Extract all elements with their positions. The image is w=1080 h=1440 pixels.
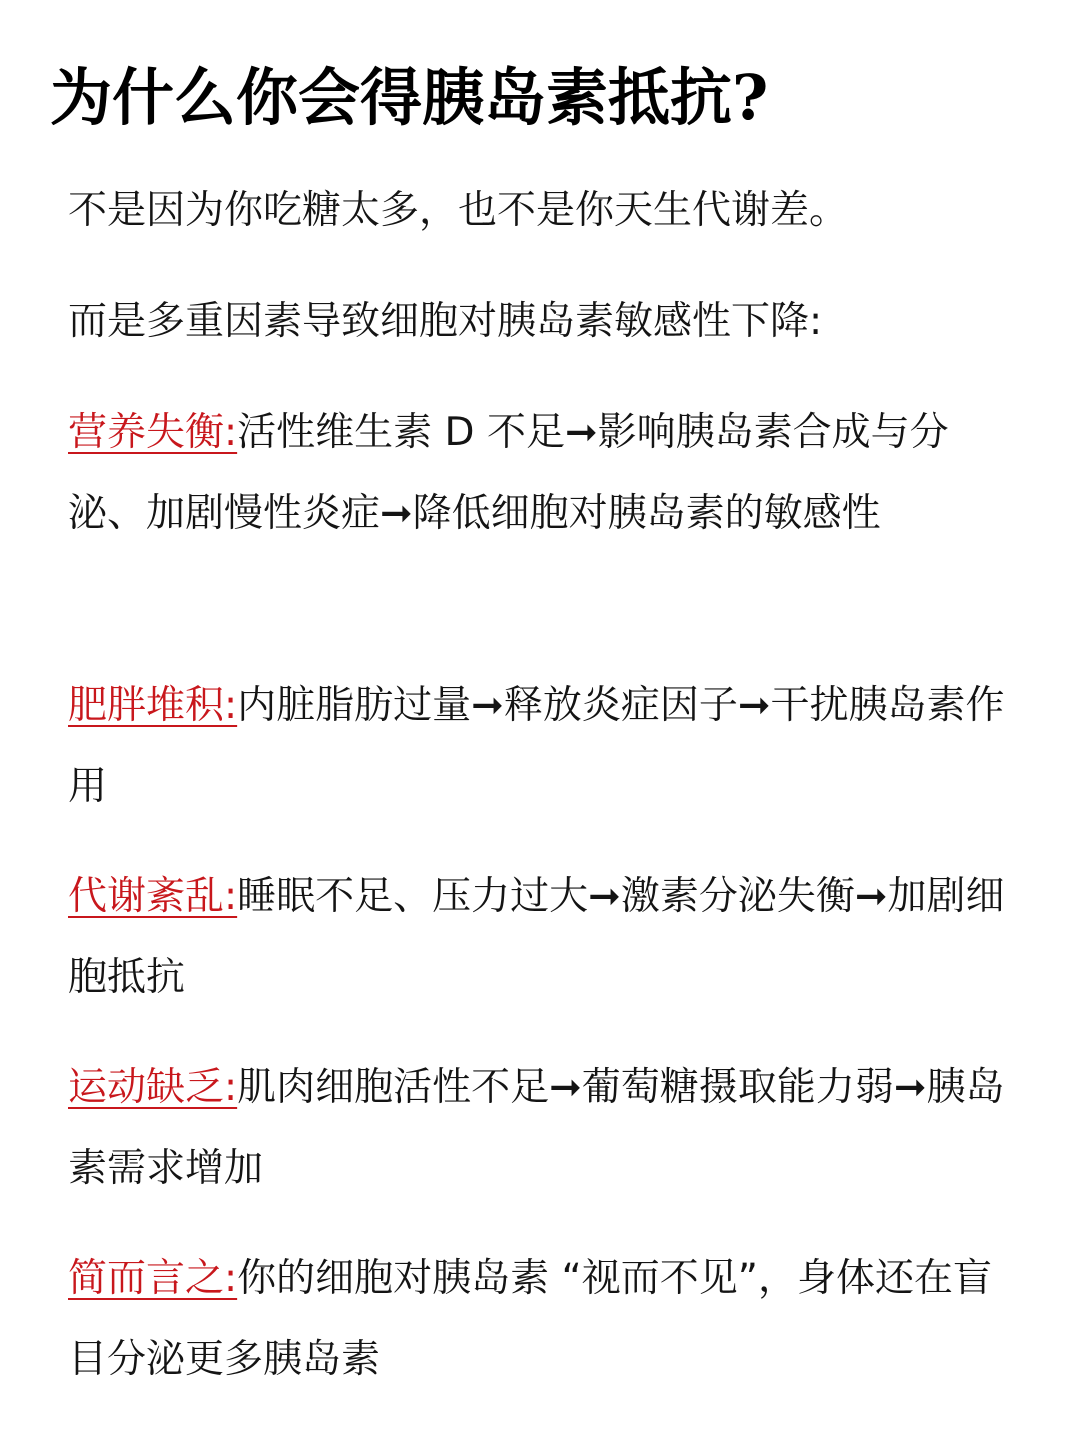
point-text: 内脏脂肪过量➞释放炎症因子➞干扰胰岛素作用 xyxy=(68,683,1005,809)
point-label: 肥胖堆积: xyxy=(68,683,238,728)
point-nutrition-imbalance xyxy=(68,392,1013,554)
point-label: 代谢紊乱: xyxy=(68,874,238,919)
point-metabolic-disorder xyxy=(68,856,1013,1018)
point-text: 活性维生素 D 不足➞影响胰岛素合成与分泌、加剧慢性炎症➞降低细胞对胰岛素的敏感性 xyxy=(68,410,949,536)
page-title: 为什么你会得胰岛素抵抗? xyxy=(50,61,769,134)
intro-line-2: 而是多重因素导致细胞对胰岛素敏感性下降: xyxy=(68,299,823,344)
point-label: 简而言之: xyxy=(68,1256,238,1301)
point-label: 营养失衡: xyxy=(68,410,238,455)
point-label: 运动缺乏: xyxy=(68,1065,238,1110)
point-text: 肌肉细胞活性不足➞葡萄糖摄取能力弱➞胰岛素需求增加 xyxy=(68,1065,1005,1191)
point-text: 你的细胞对胰岛素 “视而不见”，身体还在盲目分泌更多胰岛素 xyxy=(68,1256,992,1382)
point-obesity xyxy=(68,665,1013,827)
point-lack-of-exercise xyxy=(68,1047,1013,1209)
point-text: 睡眠不足、压力过大➞激素分泌失衡➞加剧细胞抵抗 xyxy=(68,874,1005,1000)
point-summary xyxy=(68,1238,1013,1400)
intro-line-1: 不是因为你吃糖太多，也不是你天生代谢差。 xyxy=(68,188,849,233)
